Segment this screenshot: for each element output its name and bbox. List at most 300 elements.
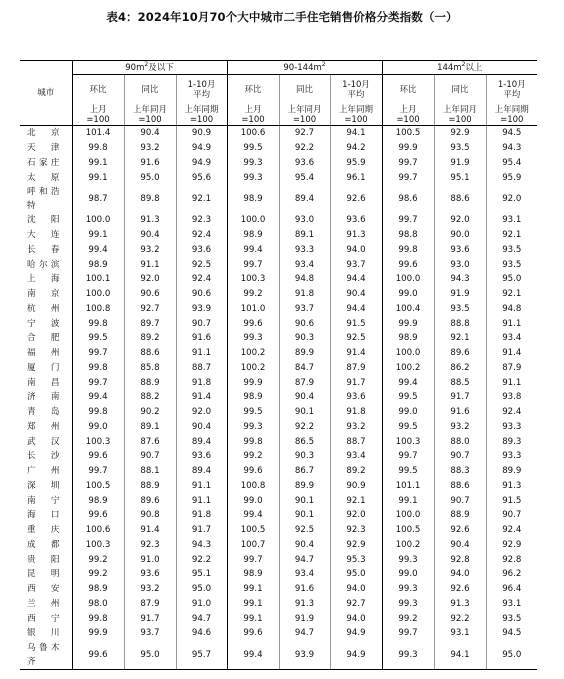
index-value: 100.7 — [227, 538, 279, 553]
table-body — [20, 126, 537, 670]
group-header-medium: $90-144m^2$ — [227, 61, 382, 75]
index-value: 100.8 — [227, 479, 279, 494]
table-row — [20, 243, 537, 258]
index-value: 88.0 — [434, 434, 486, 449]
city-name: 合肥 — [27, 333, 60, 344]
index-value: 89.1 — [124, 420, 176, 435]
index-value: 92.9 — [330, 538, 382, 553]
index-value: 91.1 — [124, 257, 176, 272]
index-value: 99.0 — [227, 493, 279, 508]
index-value: 95.0 — [330, 567, 382, 582]
index-value: 91.8 — [279, 287, 330, 302]
index-value: 87.9 — [330, 361, 382, 376]
city-name: 杭州 — [27, 303, 60, 314]
index-value: 91.4 — [486, 346, 537, 361]
city-name: 海口 — [27, 510, 60, 521]
city-name: 福州 — [27, 348, 60, 359]
index-value: 99.5 — [227, 141, 279, 156]
index-value: 95.0 — [124, 641, 176, 670]
index-value: 94.9 — [176, 156, 227, 171]
index-value: 101.4 — [72, 126, 124, 141]
index-value: 92.2 — [176, 552, 227, 567]
index-value: 91.1 — [486, 375, 537, 390]
index-value: 93.3 — [486, 420, 537, 435]
index-value: 99.3 — [227, 331, 279, 346]
index-value: 90.2 — [124, 405, 176, 420]
index-value: 98.9 — [227, 567, 279, 582]
index-value: 99.3 — [382, 552, 434, 567]
index-value: 92.3 — [176, 213, 227, 228]
index-value: 99.7 — [382, 449, 434, 464]
city-name: 乌鲁木齐 — [20, 641, 72, 670]
index-value: 100.5 — [382, 523, 434, 538]
index-value: 93.8 — [486, 390, 537, 405]
metric-header-yoy: 同比 — [279, 75, 330, 106]
index-value: 90.4 — [124, 228, 176, 243]
index-value: 91.7 — [124, 611, 176, 626]
index-value: 99.2 — [382, 611, 434, 626]
table-row — [20, 538, 537, 553]
index-value: 93.5 — [486, 243, 537, 258]
index-value: 89.4 — [176, 464, 227, 479]
table-row — [20, 552, 537, 567]
metric-header-mom: 环比 — [227, 75, 279, 106]
index-value: 99.1 — [227, 597, 279, 612]
index-value: 90.7 — [434, 449, 486, 464]
index-value: 93.4 — [330, 449, 382, 464]
index-value: 94.8 — [486, 302, 537, 317]
table-row — [20, 434, 537, 449]
metric-header-ytd: 1-10月 平均 — [176, 75, 227, 106]
base-header-yoy: 上年同月 =100 — [279, 105, 330, 126]
index-value: 99.7 — [382, 213, 434, 228]
index-value: 93.6 — [176, 449, 227, 464]
index-value: 99.3 — [227, 420, 279, 435]
index-value: 90.0 — [434, 228, 486, 243]
city-name: 南昌 — [27, 377, 60, 388]
index-value: 92.5 — [176, 257, 227, 272]
index-value: 94.4 — [330, 272, 382, 287]
index-value: 88.9 — [124, 479, 176, 494]
index-value: 85.8 — [124, 361, 176, 376]
index-value: 88.2 — [124, 390, 176, 405]
index-value: 99.5 — [72, 331, 124, 346]
index-value: 90.7 — [176, 316, 227, 331]
table-row — [20, 287, 537, 302]
index-value: 94.5 — [486, 626, 537, 641]
index-value: 90.6 — [279, 316, 330, 331]
index-value: 98.7 — [72, 185, 124, 213]
index-value: 99.7 — [382, 170, 434, 185]
table-row — [20, 626, 537, 641]
index-value: 100.0 — [227, 213, 279, 228]
index-value: 100.0 — [382, 508, 434, 523]
index-value: 90.4 — [279, 538, 330, 553]
index-value: 99.2 — [72, 567, 124, 582]
index-value: 89.4 — [279, 185, 330, 213]
index-value: 99.8 — [227, 434, 279, 449]
index-value: 92.0 — [330, 508, 382, 523]
index-value: 99.7 — [227, 552, 279, 567]
index-value: 99.0 — [72, 420, 124, 435]
index-value: 94.7 — [279, 626, 330, 641]
city-name: 贵阳 — [27, 554, 60, 565]
index-value: 99.4 — [382, 375, 434, 390]
index-value: 93.3 — [486, 449, 537, 464]
base-header-row — [20, 105, 537, 126]
index-value: 92.0 — [434, 213, 486, 228]
index-value: 92.6 — [434, 582, 486, 597]
index-value: 94.5 — [486, 126, 537, 141]
index-value: 92.8 — [434, 552, 486, 567]
index-value: 93.0 — [279, 213, 330, 228]
index-value: 93.6 — [176, 243, 227, 258]
index-value: 90.7 — [486, 508, 537, 523]
index-value: 92.8 — [486, 552, 537, 567]
base-header-mom: 上月 =100 — [227, 105, 279, 126]
metric-header-yoy: 同比 — [124, 75, 176, 106]
table-row — [20, 156, 537, 171]
index-value: 89.9 — [279, 479, 330, 494]
index-value: 94.0 — [330, 611, 382, 626]
index-value: 95.4 — [486, 156, 537, 171]
city-name: 昆明 — [27, 569, 60, 580]
index-value: 99.4 — [227, 243, 279, 258]
index-value: 99.9 — [382, 316, 434, 331]
index-value: 90.6 — [176, 287, 227, 302]
index-value: 98.9 — [227, 228, 279, 243]
index-value: 95.3 — [330, 552, 382, 567]
index-value: 91.5 — [486, 493, 537, 508]
index-value: 99.6 — [227, 316, 279, 331]
index-value: 99.7 — [72, 464, 124, 479]
index-value: 91.3 — [330, 228, 382, 243]
index-value: 99.7 — [72, 346, 124, 361]
index-value: 99.9 — [227, 375, 279, 390]
index-value: 90.4 — [279, 390, 330, 405]
index-value: 92.4 — [486, 523, 537, 538]
index-value: 93.9 — [279, 641, 330, 670]
index-value: 99.1 — [72, 228, 124, 243]
index-value: 99.5 — [382, 390, 434, 405]
index-value: 99.8 — [72, 141, 124, 156]
metric-header-ytd: 1-10月 平均 — [330, 75, 382, 106]
table-row — [20, 228, 537, 243]
index-value: 93.4 — [279, 567, 330, 582]
city-name: 南宁 — [27, 495, 60, 506]
index-value: 94.0 — [330, 582, 382, 597]
index-value: 99.7 — [382, 626, 434, 641]
city-name: 武汉 — [27, 436, 60, 447]
index-value: 89.6 — [124, 493, 176, 508]
index-value: 93.2 — [124, 243, 176, 258]
index-value: 93.2 — [124, 141, 176, 156]
index-value: 91.9 — [434, 156, 486, 171]
table-row — [20, 508, 537, 523]
index-value: 88.9 — [124, 375, 176, 390]
index-value: 99.1 — [72, 170, 124, 185]
index-value: 89.4 — [176, 434, 227, 449]
index-value: 87.9 — [124, 597, 176, 612]
index-value: 90.6 — [124, 287, 176, 302]
index-value: 99.3 — [227, 156, 279, 171]
table-row — [20, 641, 537, 670]
index-value: 94.4 — [330, 302, 382, 317]
table-row — [20, 420, 537, 435]
index-value: 91.6 — [434, 405, 486, 420]
city-name: 宁波 — [27, 318, 60, 329]
index-value: 92.7 — [279, 126, 330, 141]
metric-header-mom: 环比 — [382, 75, 434, 106]
group-header-small: $90m^2$及以下 — [72, 61, 227, 75]
index-value: 95.1 — [176, 567, 227, 582]
index-value: 100.3 — [72, 538, 124, 553]
index-value: 86.2 — [434, 361, 486, 376]
index-value: 88.6 — [434, 479, 486, 494]
index-value: 87.9 — [279, 375, 330, 390]
index-value: 90.9 — [330, 479, 382, 494]
index-value: 95.1 — [434, 170, 486, 185]
table-row — [20, 257, 537, 272]
index-value: 99.4 — [72, 390, 124, 405]
index-value: 101.1 — [382, 479, 434, 494]
index-value: 98.9 — [72, 493, 124, 508]
city-name: 长春 — [27, 244, 60, 255]
index-value: 95.9 — [486, 170, 537, 185]
index-value: 92.1 — [486, 228, 537, 243]
city-name: 哈尔滨 — [27, 259, 60, 270]
index-value: 98.6 — [382, 185, 434, 213]
index-value: 90.4 — [124, 126, 176, 141]
index-value: 92.9 — [434, 126, 486, 141]
index-value: 91.1 — [486, 316, 537, 331]
table-row — [20, 126, 537, 141]
index-value: 99.6 — [227, 626, 279, 641]
index-value: 99.1 — [72, 156, 124, 171]
index-value: 86.7 — [279, 464, 330, 479]
index-value: 96.4 — [486, 582, 537, 597]
index-value: 91.8 — [176, 508, 227, 523]
city-name: 呼和浩特 — [27, 187, 60, 211]
index-value: 88.5 — [434, 375, 486, 390]
index-value: 93.0 — [434, 257, 486, 272]
index-value: 94.7 — [279, 552, 330, 567]
index-value: 92.4 — [176, 228, 227, 243]
table-row — [20, 375, 537, 390]
index-value: 95.0 — [486, 641, 537, 670]
index-value: 99.9 — [72, 626, 124, 641]
index-value: 84.7 — [279, 361, 330, 376]
index-value: 100.2 — [227, 346, 279, 361]
table-row — [20, 479, 537, 494]
table-row — [20, 272, 537, 287]
index-value: 93.7 — [330, 257, 382, 272]
base-header-mom: 上月 =100 — [382, 105, 434, 126]
index-value: 99.5 — [382, 464, 434, 479]
index-value: 93.5 — [486, 611, 537, 626]
table-header — [20, 61, 537, 126]
index-value: 93.7 — [124, 626, 176, 641]
index-value: 88.8 — [434, 316, 486, 331]
index-value: 92.3 — [330, 523, 382, 538]
city-column-header: 城市 — [20, 61, 72, 126]
table-row — [20, 390, 537, 405]
index-value: 89.2 — [124, 331, 176, 346]
index-value: 99.0 — [382, 287, 434, 302]
index-value: 100.0 — [382, 346, 434, 361]
index-value: 91.3 — [279, 597, 330, 612]
index-value: 91.3 — [434, 597, 486, 612]
city-name: 青岛 — [27, 407, 60, 418]
table-row — [20, 170, 537, 185]
metric-header-row — [20, 75, 537, 106]
index-value: 100.4 — [382, 302, 434, 317]
index-value: 91.6 — [176, 331, 227, 346]
index-value: 99.3 — [227, 170, 279, 185]
index-value: 91.8 — [176, 375, 227, 390]
index-value: 100.1 — [72, 272, 124, 287]
index-value: 98.9 — [382, 331, 434, 346]
index-value: 92.1 — [176, 185, 227, 213]
index-value: 94.9 — [176, 141, 227, 156]
index-value: 99.3 — [382, 582, 434, 597]
index-value: 99.4 — [227, 508, 279, 523]
index-value: 99.8 — [72, 405, 124, 420]
index-value: 94.2 — [330, 141, 382, 156]
table-row — [20, 316, 537, 331]
index-value: 94.0 — [330, 243, 382, 258]
metric-header-yoy: 同比 — [434, 75, 486, 106]
index-value: 94.1 — [330, 126, 382, 141]
index-value: 92.5 — [279, 523, 330, 538]
index-value: 94.7 — [176, 611, 227, 626]
index-value: 100.5 — [72, 479, 124, 494]
index-value: 100.5 — [382, 126, 434, 141]
index-value: 93.6 — [279, 156, 330, 171]
index-value: 93.6 — [124, 567, 176, 582]
index-value: 99.8 — [72, 361, 124, 376]
index-value: 95.0 — [176, 582, 227, 597]
index-value: 99.3 — [382, 641, 434, 670]
index-value: 92.0 — [176, 405, 227, 420]
index-value: 92.3 — [124, 538, 176, 553]
index-value: 98.9 — [227, 390, 279, 405]
index-value: 89.3 — [486, 434, 537, 449]
index-value: 91.6 — [124, 156, 176, 171]
index-value: 90.7 — [124, 449, 176, 464]
city-name: 厦门 — [27, 362, 60, 373]
index-value: 90.7 — [434, 493, 486, 508]
city-name: 重庆 — [27, 525, 60, 536]
index-value: 91.1 — [176, 493, 227, 508]
index-value: 91.0 — [176, 597, 227, 612]
index-value: 88.6 — [434, 185, 486, 213]
table-row — [20, 567, 537, 582]
city-name: 兰州 — [27, 598, 60, 609]
index-value: 95.0 — [124, 170, 176, 185]
table-row — [20, 213, 537, 228]
index-value: 100.2 — [227, 361, 279, 376]
page-title: 表4：2024年10月70个大中城市二手住宅销售价格分类指数（一） — [106, 10, 458, 24]
index-value: 101.0 — [227, 302, 279, 317]
base-header-ytd: 上年同期 =100 — [330, 105, 382, 126]
index-value: 89.7 — [124, 316, 176, 331]
index-value: 100.2 — [382, 361, 434, 376]
index-value: 94.6 — [176, 626, 227, 641]
index-value: 99.5 — [227, 405, 279, 420]
index-value: 94.8 — [279, 272, 330, 287]
index-value: 92.9 — [486, 538, 537, 553]
index-value: 100.3 — [382, 434, 434, 449]
index-value: 92.6 — [434, 523, 486, 538]
index-value: 88.7 — [176, 361, 227, 376]
index-value: 99.8 — [72, 611, 124, 626]
table-row — [20, 141, 537, 156]
table-row — [20, 493, 537, 508]
index-value: 93.5 — [486, 257, 537, 272]
index-value: 95.4 — [279, 170, 330, 185]
table-row — [20, 449, 537, 464]
index-value: 89.9 — [486, 464, 537, 479]
index-value: 92.1 — [486, 287, 537, 302]
index-value: 99.1 — [227, 611, 279, 626]
city-name: 太原 — [27, 172, 60, 183]
index-value: 90.1 — [279, 493, 330, 508]
index-value: 92.0 — [124, 272, 176, 287]
base-header-mom: 上月 =100 — [72, 105, 124, 126]
index-value: 96.2 — [486, 567, 537, 582]
index-value: 93.6 — [330, 390, 382, 405]
index-value: 100.2 — [382, 538, 434, 553]
index-value: 99.8 — [72, 316, 124, 331]
index-value: 99.4 — [72, 243, 124, 258]
index-value: 86.5 — [279, 434, 330, 449]
index-value: 99.2 — [72, 552, 124, 567]
index-value: 93.1 — [486, 213, 537, 228]
index-value: 93.5 — [434, 141, 486, 156]
index-value: 90.4 — [176, 420, 227, 435]
table-row — [20, 346, 537, 361]
index-value: 93.6 — [330, 213, 382, 228]
index-value: 90.1 — [279, 405, 330, 420]
table-row — [20, 597, 537, 612]
index-value: 93.7 — [279, 302, 330, 317]
index-value: 93.2 — [330, 420, 382, 435]
index-value: 91.1 — [176, 479, 227, 494]
index-value: 91.7 — [176, 523, 227, 538]
index-value: 93.3 — [279, 243, 330, 258]
index-value: 95.0 — [486, 272, 537, 287]
index-value: 88.9 — [434, 508, 486, 523]
city-name: 郑州 — [27, 421, 60, 432]
base-header-yoy: 上年同月 =100 — [124, 105, 176, 126]
index-value: 91.3 — [124, 213, 176, 228]
table-row — [20, 611, 537, 626]
index-value: 90.4 — [434, 538, 486, 553]
index-value: 100.0 — [72, 213, 124, 228]
index-value: 92.5 — [330, 331, 382, 346]
index-value: 91.8 — [330, 405, 382, 420]
index-value: 89.6 — [434, 346, 486, 361]
index-value: 99.1 — [382, 493, 434, 508]
index-value: 92.2 — [279, 420, 330, 435]
table-row — [20, 405, 537, 420]
index-value: 100.0 — [72, 287, 124, 302]
city-name: 大连 — [27, 230, 60, 241]
index-value: 99.0 — [382, 567, 434, 582]
index-value: 94.1 — [434, 641, 486, 670]
city-name: 上海 — [27, 274, 60, 285]
